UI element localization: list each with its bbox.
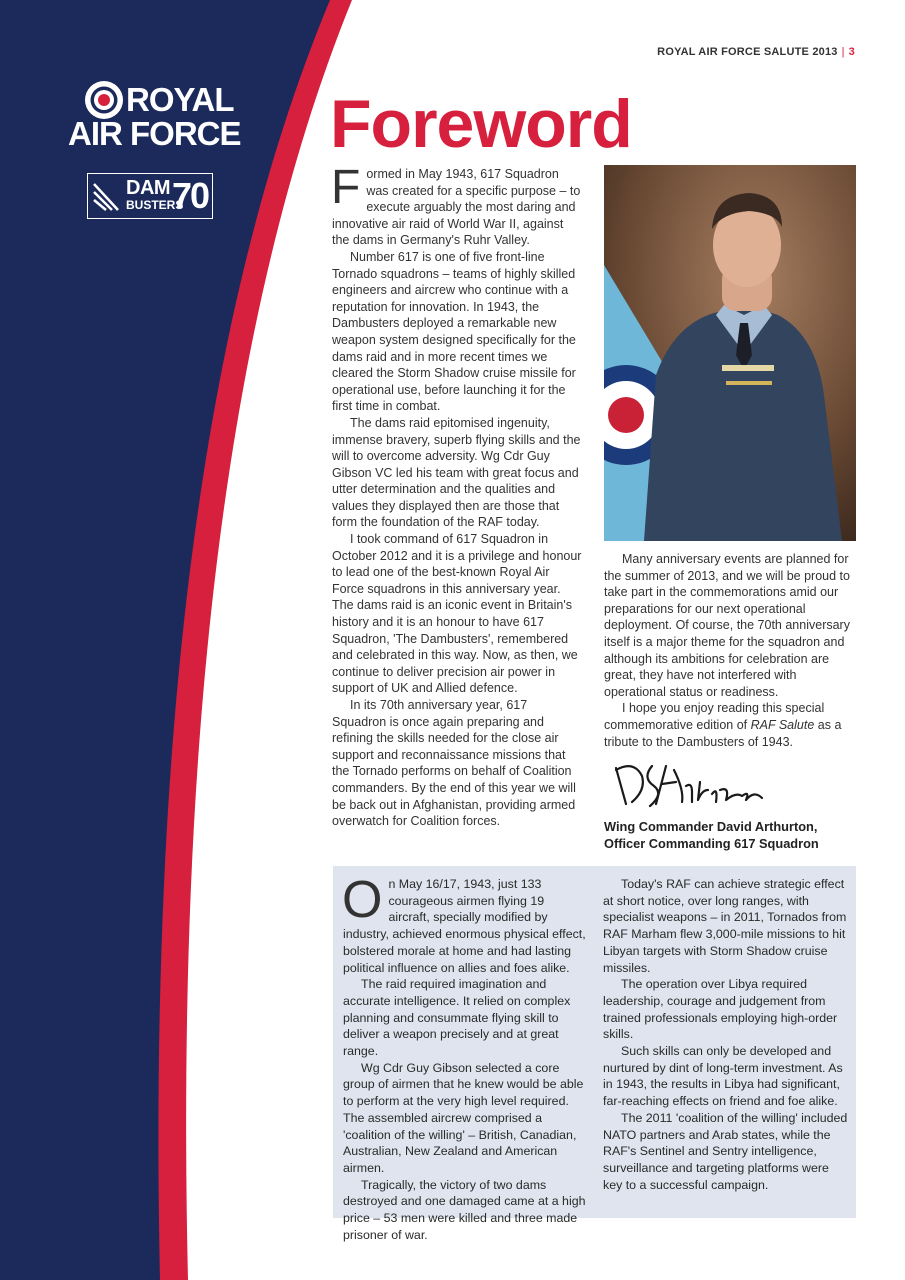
- dropcap: F: [331, 161, 361, 214]
- paragraph: The dams raid epitomised ingenuity, immense bravery, superb flying skills and the will to overcome adversity. Wg Cdr Guy Gibson VC led his team with great focus and utter determination and the qualities and values they displayed then are those that form the foundation of the RAF today.: [332, 415, 581, 530]
- paragraph-text: ormed in May 1943, 617 Squadron was created for a specific purpose – to execute arguably the most daring and innovative air raid of World War II, against the dams in Germany's Ruhr Valley.: [332, 167, 581, 248]
- paragraph: Today's RAF can achieve strategic effect at short notice, over long ranges, with specialist weapons – in 2011, Tornados from RAF Marham flew 3,000-mile missions to hit Libyan targets with Storm Shadow cruise missiles.: [603, 877, 847, 975]
- raf-logo: [68, 78, 241, 158]
- stripes-icon: [92, 178, 122, 214]
- running-header: [657, 46, 855, 58]
- paragraph: The 2011 'coalition of the willing' included NATO partners and Arab states, while the RAF's Sentinel and Sentry intelligence, surveillance and targeting platforms were key to a successful campaign.: [603, 1110, 848, 1192]
- signature: [612, 760, 772, 812]
- paragraph-text: as a tribute to the Dambusters of 1943.: [604, 717, 842, 749]
- logo-airforce-text: AIR FORCE: [68, 115, 241, 152]
- signoff: [604, 818, 856, 852]
- badge-number: 70: [172, 175, 209, 216]
- paragraph: [331, 161, 584, 249]
- foreword-right-column: [604, 551, 856, 750]
- paragraph: I took command of 617 Squadron in October 2012 and it is a privilege and honour to lead one of the best-known Royal Air Force squadrons in this anniversary year. The dams raid is an iconic event in Britain's history and it is an honour to have 617 Squadron, 'The Dambusters', remembered and celebrated in this way. Now, as then, we continue to deliver precision air power in support of UK and Allied defence.: [332, 532, 582, 696]
- paragraph: The operation over Libya required leadership, courage and judgement from trained professionals employing high-order skills.: [603, 977, 838, 1042]
- page-number: 3: [848, 46, 855, 58]
- badge-dam: DAM: [126, 177, 171, 199]
- header-separator: |: [841, 46, 845, 58]
- history-panel: [333, 866, 856, 1242]
- paragraph: Wg Cdr Guy Gibson selected a core group of airmen that he knew would be able to perform at the very high level required. The assembled aircrew comprised a 'coalition of the willing' – British, Canadian, Australian, New Zealand and American airmen.: [343, 1060, 584, 1175]
- paragraph: The raid required imagination and accurate intelligence. It relied on complex planning and consummate flying skill to deliver a weapon precisely and at great range.: [343, 977, 571, 1059]
- page-title: Foreword: [330, 86, 632, 162]
- roundel-icon: [84, 80, 124, 120]
- paragraph-text: n May 16/17, 1943, just 133 courageous airmen flying 19 aircraft, specially modified by industry, achieved enormous physical effect, bolstered morale at home and had lasting political influence on allies and foes alike.: [343, 877, 586, 975]
- publication-title: ROYAL AIR FORCE SALUTE 2013: [657, 46, 838, 58]
- paragraph-text: I hope you enjoy reading this special commemorative edition of: [604, 701, 825, 732]
- logo-royal-text: ROYAL: [126, 81, 234, 118]
- paragraph: Such skills can only be developed and nurtured by dint of long-term investment. As in 1943, the results in Libya had significant, far-reaching effects on friend and foe alike.: [603, 1044, 843, 1109]
- foreword-left-column: [331, 161, 584, 830]
- panel-left-column: [342, 871, 587, 1243]
- panel-right-column: [603, 876, 849, 1193]
- paragraph: [604, 700, 856, 750]
- paragraph: Number 617 is one of five front-line Tornado squadrons – teams of highly skilled engineers and aircrew who continue with a reputation for innovation. In 1943, the Dambusters deployed a remarkable new weapon system designed specifically for the dams raid and in more recent times we cleared the Storm Shadow cruise missile for operational use, before launching it for the first time in combat.: [332, 249, 576, 414]
- paragraph: In its 70th anniversary year, 617 Squadron is once again preparing and refining the skills needed for the close air support and reconnaissance missions that the Tornado performs on behalf of Coalition commanders. By the end of this year we will be back out in Afghanistan, providing armed overwatch for Coalition forces.: [332, 698, 576, 829]
- commander-portrait: [604, 165, 856, 541]
- signoff-name: Wing Commander David Arthurton,: [604, 819, 818, 834]
- signoff-title: Officer Commanding 617 Squadron: [604, 836, 819, 851]
- dambusters-70-badge: [87, 173, 213, 219]
- publication-name: RAF Salute: [750, 717, 815, 732]
- paragraph: Many anniversary events are planned for the summer of 2013, and we will be proud to take part in the commemorations amid our preparations for our next operational deployment. Of course, the 70th anniversary itself is a major theme for the squadron and although its ambitions for celebration are great, they have not interfered with operational status or readiness.: [604, 552, 850, 699]
- badge-busters: BUSTERS: [126, 198, 184, 212]
- paragraph: [342, 871, 587, 976]
- paragraph: Tragically, the victory of two dams destroyed and one damaged came at a high price – 53 men were killed and three made prisoner of war.: [343, 1177, 586, 1242]
- dropcap: O: [342, 871, 383, 929]
